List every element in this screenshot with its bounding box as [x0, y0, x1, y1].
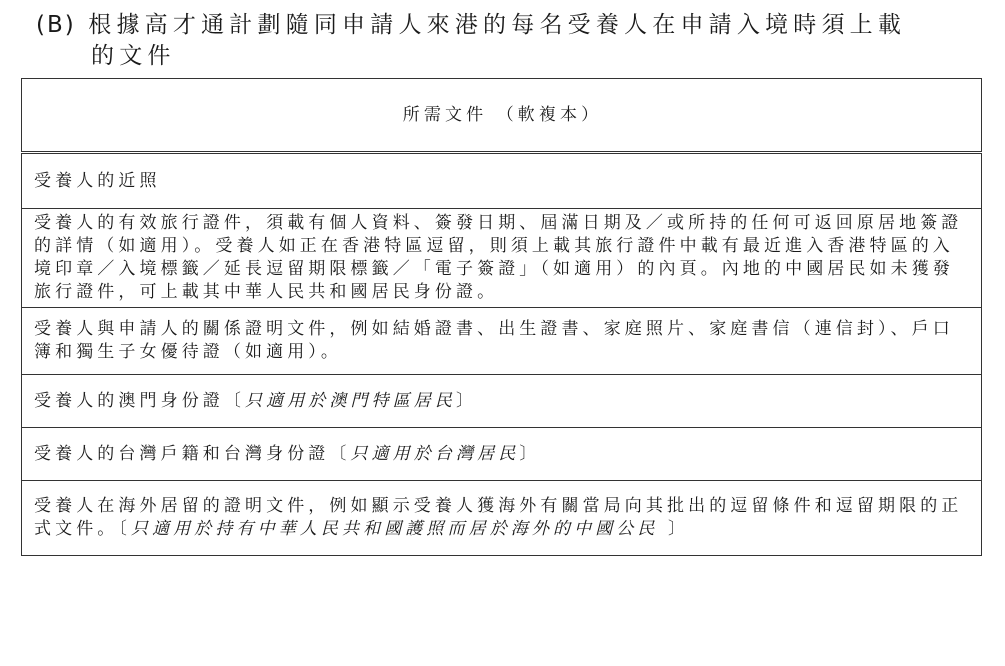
- applicability-note: 只適用於台灣居民: [350, 443, 520, 464]
- section-heading: [36, 10, 976, 72]
- table-row: [22, 153, 982, 209]
- table-row: [22, 375, 982, 428]
- section-label: (B): [36, 12, 76, 38]
- document-item-text: 受養人的澳門身份證〔: [34, 390, 245, 411]
- document-item-overseas-residence: [22, 481, 982, 556]
- bracket-close: 〕: [658, 519, 690, 539]
- table-header-row: [22, 79, 982, 153]
- bracket-close: 〕: [456, 390, 478, 411]
- document-item-text: 受養人在海外居留的證明文件，例如顯示受養人獲海外有關當局向其批出的逗留條件和逗留期限的正式文件。〔: [34, 496, 963, 539]
- applicability-note: 只適用於持有中華人民共和國護照而居於海外的中國公民: [131, 519, 659, 539]
- table-row: [22, 481, 982, 556]
- document-item-travel-document: [22, 209, 982, 308]
- table-row: [22, 428, 982, 481]
- document-item-photo: [22, 153, 982, 209]
- applicability-note: 只適用於澳門特區居民: [245, 390, 456, 411]
- document-item-text: 受養人與申請人的關係證明文件，例如結婚證書、出生證書、家庭照片、家庭書信（連信封）、戶口簿和獨生子女優待證（如適用）。: [34, 319, 954, 362]
- required-documents-table: [21, 78, 982, 556]
- section-title-continued: 的文件: [91, 43, 176, 69]
- document-item-relationship-proof: [22, 308, 982, 375]
- section-title: 根據高才通計劃隨同申請人來港的每名受養人在申請入境時須上載: [88, 12, 907, 38]
- table-row: [22, 209, 982, 308]
- document-item-text: 受養人的有效旅行證件，須載有個人資料、簽發日期、屆滿日期及／或所持的任何可返回原居地簽證的詳情（如適用）。受養人如正在香港特區逗留，則須上載其旅行證件中載有最近進入香港特區的入境印章／入境標籤／延長逗留期限標籤／「電子簽證」（如適用）的內頁。內地的中國居民如未獲發旅行證件，可上載其中華人民共和國居民身份證。: [34, 213, 963, 302]
- document-item-text: 受養人的台灣戶籍和台灣身份證〔: [34, 443, 351, 464]
- bracket-close: 〕: [519, 443, 541, 464]
- document-item-taiwan-id: [22, 428, 982, 481]
- table-row: [22, 308, 982, 375]
- document-item-macao-id: [22, 375, 982, 428]
- table-header: 所需文件 （軟複本）: [22, 79, 982, 153]
- document-item-text: 受養人的近照: [34, 170, 161, 191]
